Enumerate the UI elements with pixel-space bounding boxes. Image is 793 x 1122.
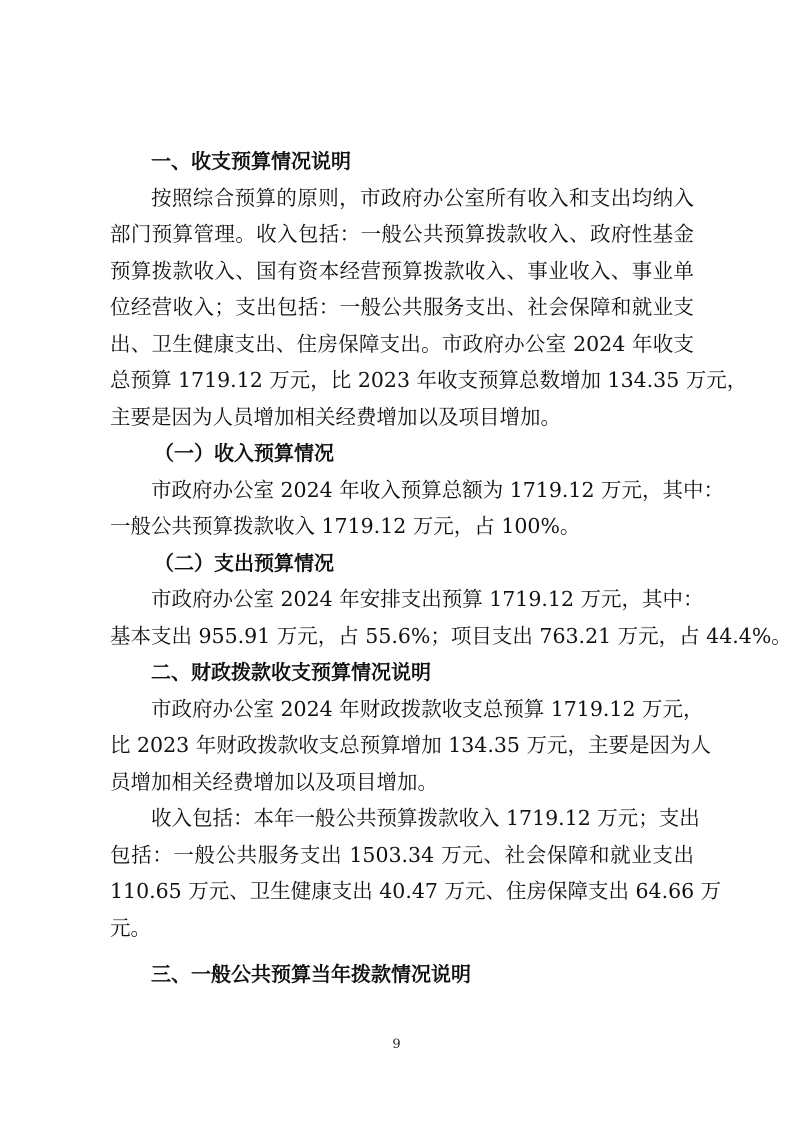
section-1-heading: 一、收支预算情况说明: [151, 149, 351, 173]
s2-p1-line: 比 2023 年财政拨款收支总预算增加 134.35 万元，主要是因为人: [110, 733, 711, 757]
s2-p2-line: 包括：一般公共服务支出 1503.34 万元、社会保障和就业支出: [110, 842, 694, 867]
section-3-heading: 三、一般公共预算当年拨款情况说明: [151, 962, 471, 986]
s1-p1-line: 位经营收入；支出包括：一般公共服务支出、社会保障和就业支: [110, 295, 694, 319]
s2-p2-line: 110.65 万元、卫生健康支出 40.47 万元、住房保障支出 64.66 万: [110, 879, 722, 903]
s2-p1-line: 员增加相关经费增加以及项目增加。: [110, 769, 438, 794]
s1-p1-line: 按照综合预算的原则，市政府办公室所有收入和支出均纳入: [151, 185, 694, 210]
section-1a-heading: （一）收入预算情况: [154, 441, 334, 465]
s1a-p-line: 一般公共预算拨款收入 1719.12 万元，占 100%。: [110, 514, 581, 538]
spacer: [110, 946, 694, 956]
s1-p1-line: 主要是因为人员增加相关经费增加以及项目增加。: [110, 404, 561, 429]
section-1b-heading: （二）支出预算情况: [154, 550, 334, 575]
s1-p1-line: 预算拨款收入、国有资本经营预算拨款收入、事业收入、事业单: [110, 258, 694, 283]
s1a-p-line: 市政府办公室 2024 年收入预算总额为 1719.12 万元，其中：: [151, 477, 725, 502]
s1b-p-line: 市政府办公室 2024 年安排支出预算 1719.12 万元，其中：: [151, 587, 704, 611]
page-body: [110, 143, 792, 993]
s1b-p-line: 基本支出 955.91 万元，占 55.6%；项目支出 763.21 万元，占 44.4%。: [110, 623, 792, 648]
s1-p1-line: 部门预算管理。收入包括：一般公共预算拨款收入、政府性基金: [110, 222, 694, 246]
s2-p2-line: 元。: [110, 915, 151, 940]
s1-p1-line: 出、卫生健康支出、住房保障支出。市政府办公室 2024 年收支: [110, 331, 694, 356]
s2-p1-line: 市政府办公室 2024 年财政拨款收支总预算 1719.12 万元，: [151, 696, 704, 721]
s1-p1-line: 总预算 1719.12 万元，比 2023 年收支预算总数增加 134.35 万元，: [110, 368, 748, 392]
section-2-heading: 二、财政拨款收支预算情况说明: [151, 660, 431, 684]
s2-p2-line: 收入包括：本年一般公共预算拨款收入 1719.12 万元；支出: [151, 806, 700, 830]
page-number: 9: [392, 1037, 401, 1052]
